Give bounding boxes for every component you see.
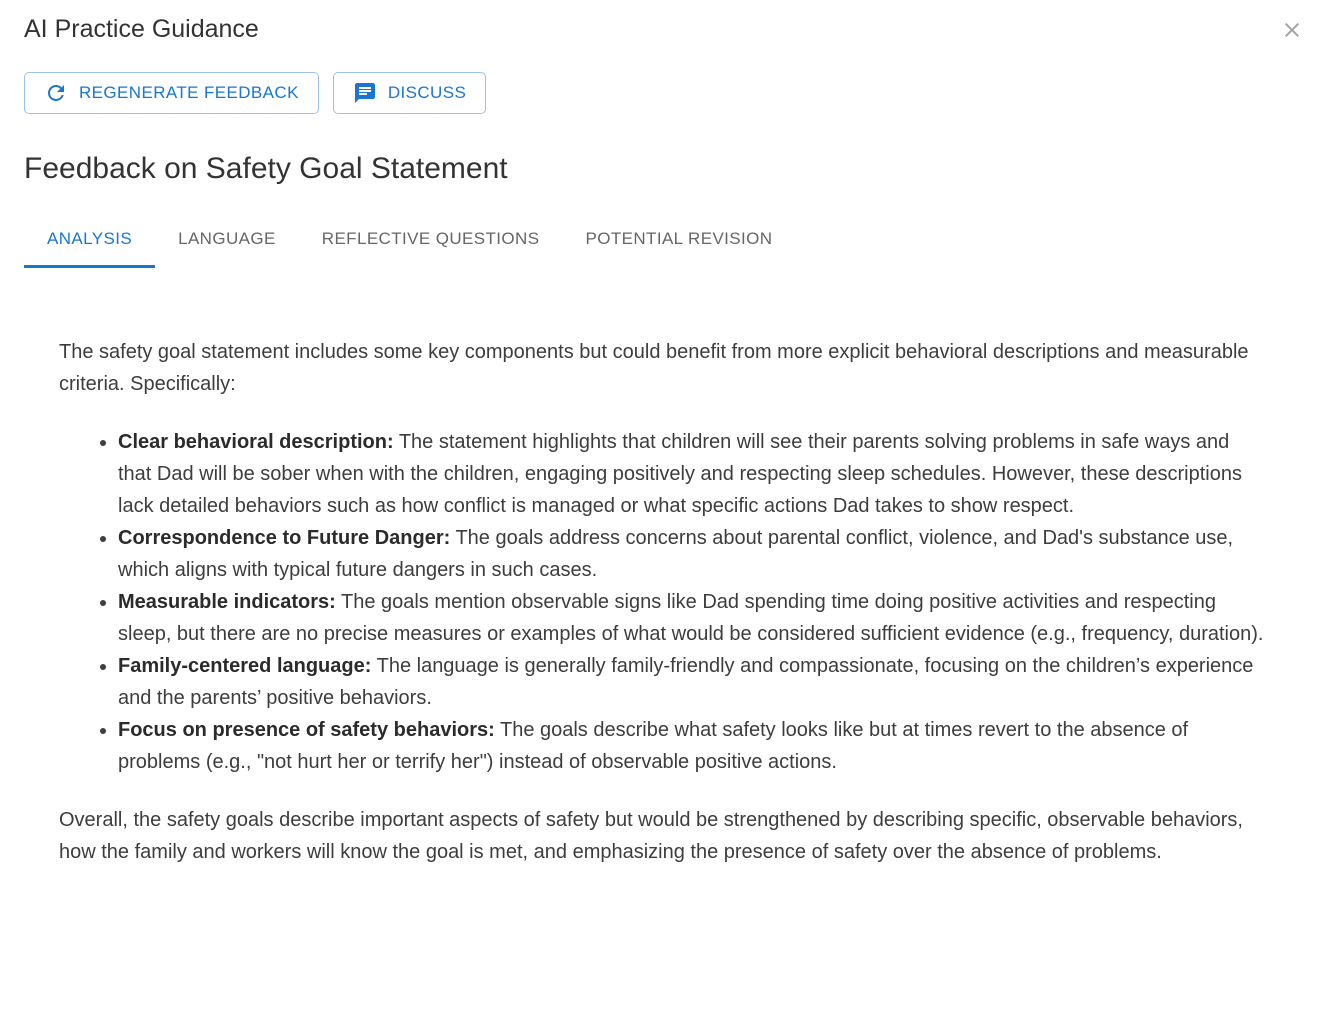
close-button[interactable] — [1274, 12, 1310, 48]
tab-reflective-questions[interactable]: REFLECTIVE QUESTIONS — [299, 212, 563, 268]
bullet-label: Family-centered language: — [118, 655, 372, 677]
discuss-label: DISCUSS — [387, 83, 467, 102]
refresh-icon — [44, 81, 68, 105]
bullet-label: Focus on presence of safety behaviors: — [118, 719, 495, 741]
bullet-text: The statement highlights that children will see their parents solving problems in safe ways and that Dad will be sober when with the children, engaging positively and respecting sleep schedules. However, these descriptions lack detailed behaviors such as how conflict is managed or what specific actions Dad takes to show respect. — [118, 431, 1242, 517]
list-item — [118, 650, 1264, 714]
bullet-label: Correspondence to Future Danger: — [118, 527, 451, 549]
outro-paragraph: Overall, the safety goals describe important aspects of safety but would be strengthened by describing specific, observable behaviors, how the family and workers will know the goal is met, and emphasizing the presence of safety over the absence of problems. — [59, 809, 1243, 863]
tab-potential-revision[interactable]: POTENTIAL REVISION — [562, 212, 795, 268]
bullet-text: The goals describe what safety looks like but at times revert to the absence of problems (e.g., "not hurt her or terrify her") instead of observable positive actions. — [118, 719, 1189, 773]
close-icon — [1280, 18, 1304, 42]
bullet-text: The language is generally family-friendly and compassionate, focusing on the children’s experience and the parents’ positive behaviors. — [118, 655, 1254, 709]
bullet-label: Measurable indicators: — [118, 591, 336, 613]
tab-language[interactable]: LANGUAGE — [155, 212, 299, 268]
regenerate-feedback-label: REGENERATE FEEDBACK — [79, 83, 299, 102]
chat-icon — [353, 81, 377, 105]
list-item — [118, 714, 1264, 778]
dialog-title: AI Practice Guidance — [24, 15, 259, 43]
regenerate-feedback-button[interactable] — [24, 72, 319, 114]
list-item — [118, 586, 1264, 650]
discuss-button[interactable] — [333, 72, 486, 114]
bullet-label: Clear behavioral description: — [118, 431, 394, 453]
list-item — [118, 426, 1264, 522]
dialog-header — [0, 0, 1326, 48]
section-heading: Feedback on Safety Goal Statement — [24, 152, 508, 185]
toolbar — [0, 48, 1326, 114]
list-item — [118, 522, 1264, 586]
intro-paragraph: The safety goal statement includes some key components but could benefit from more explicit behavioral descriptions and measurable criteria. Specifically: — [59, 341, 1249, 395]
feedback-list — [59, 426, 1264, 778]
bullet-text: The goals address concerns about parental conflict, violence, and Dad's substance use, which aligns with typical future dangers in such cases. — [118, 527, 1234, 581]
tab-analysis[interactable]: ANALYSIS — [24, 212, 155, 268]
tab-bar — [24, 212, 1302, 268]
analysis-tab-panel — [0, 268, 1326, 918]
bullet-text: The goals mention observable signs like Dad spending time doing positive activities and respecting sleep, but there are no precise measures or examples of what would be considered sufficient evidence (e.g., frequency, duration). — [118, 591, 1264, 645]
